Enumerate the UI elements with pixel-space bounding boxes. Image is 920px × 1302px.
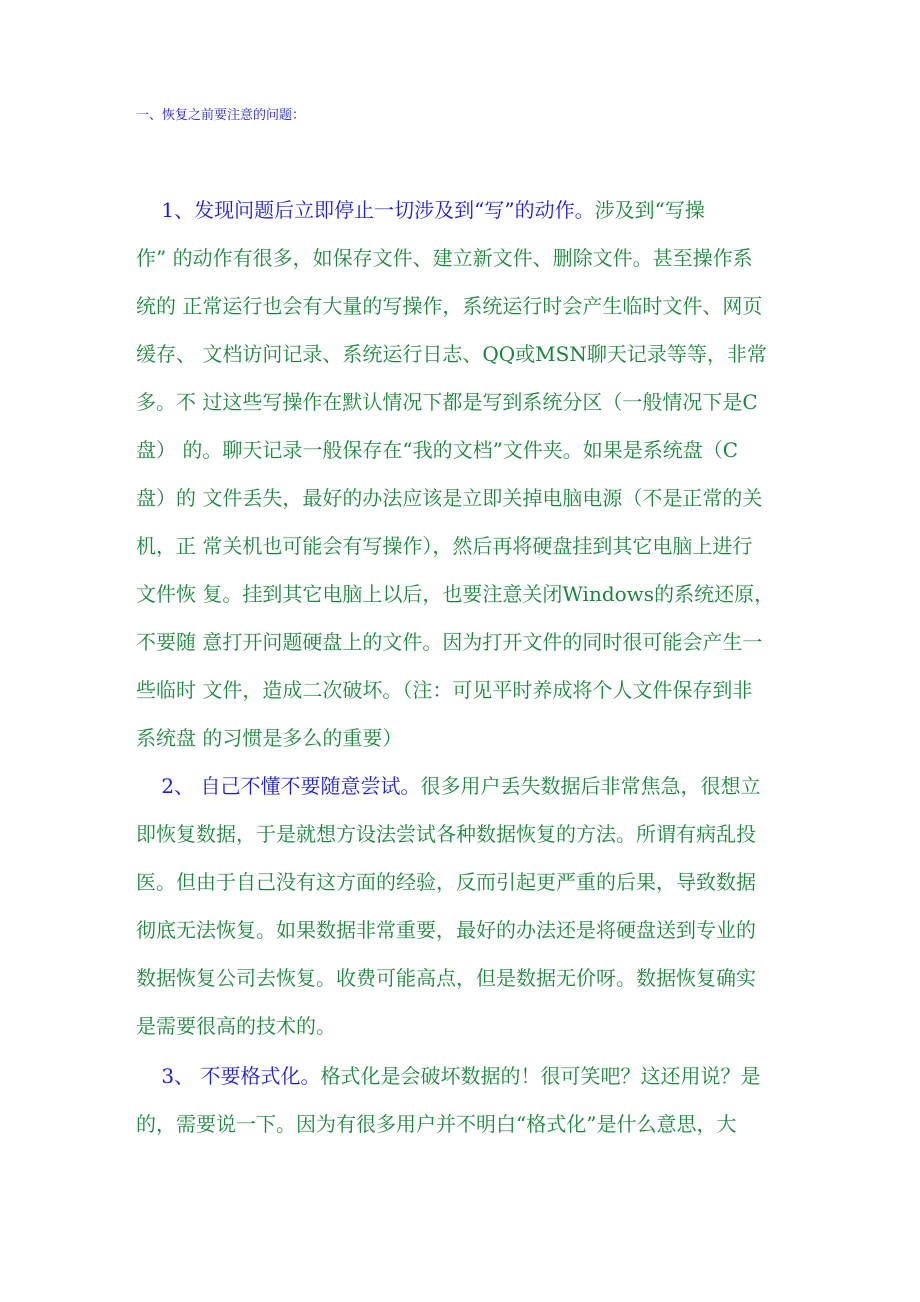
line-text: 作” 的动作有很多，如保存文件、建立新文件、删除文件。甚至操作系: [136, 246, 753, 270]
item-1-title: 1、发现问题后立即停止一切涉及到“写”的动作。: [136, 198, 595, 222]
paragraph-line: [136, 773, 761, 799]
item-2-title: 2、 自己不懂不要随意尝试。: [136, 774, 421, 798]
line-text: 格式化是会破坏数据的！很可笑吧？这还用说？是: [320, 1064, 761, 1088]
paragraph-line: [136, 629, 762, 655]
line-text: 机，正 常关机也可能会有写操作），然后再将硬盘挂到其它电脑上进行: [136, 534, 753, 558]
paragraph-line: [136, 341, 767, 367]
paragraph-line: [136, 389, 758, 415]
item-3-title: 3、 不要格式化。: [136, 1064, 321, 1088]
paragraph-line: [136, 1063, 761, 1089]
line-text: 医。但由于自己没有这方面的经验，反而引起更严重的后果，导致数据: [136, 870, 756, 894]
paragraph-line: [136, 821, 756, 847]
line-text: 多。不 过这些写操作在默认情况下都是写到系统分区（一般情况下是C: [136, 390, 758, 414]
paragraph-line: [136, 581, 774, 607]
paragraph-line: [136, 437, 738, 463]
paragraph-line: [136, 197, 705, 223]
section-heading: 一、恢复之前要注意的问题：: [136, 108, 306, 123]
paragraph-line: [136, 869, 756, 895]
line-text: 彻底无法恢复。如果数据非常重要，最好的办法还是将硬盘送到专业的: [136, 918, 756, 942]
line-text: 统的 正常运行也会有大量的写操作，系统运行时会产生临时文件、网页: [136, 294, 763, 318]
paragraph-line: [136, 1111, 736, 1137]
line-text: 不要随 意打开问题硬盘上的文件。因为打开文件的同时很可能会产生一: [136, 630, 763, 654]
line-text: 涉及到“写操: [594, 198, 705, 222]
paragraph-line: [136, 917, 756, 943]
paragraph-line: [136, 677, 752, 703]
paragraph-line: [136, 293, 762, 319]
line-text: 盘）的 文件丢失，最好的办法应该是立即关掉电脑电源（不是正常的关: [136, 486, 763, 510]
paragraph-line: [136, 485, 762, 511]
line-text: 缓存、 文档访问记录、系统运行日志、QQ或MSN聊天记录等等，非常: [136, 342, 767, 366]
line-text: 文件恢 复。挂到其它电脑上以后，也要注意关闭Windows的系统还原，: [136, 582, 775, 606]
paragraph-line: [136, 245, 753, 271]
line-text: 系统盘 的习惯是多么的重要）: [136, 726, 403, 750]
paragraph-line: [136, 725, 402, 751]
line-text: 数据恢复公司去恢复。收费可能高点，但是数据无价呀。数据恢复确实: [136, 966, 756, 990]
line-text: 是需要很高的技术的。: [136, 1014, 336, 1038]
line-text: 盘） 的。聊天记录一般保存在“我的文档”文件夹。如果是系统盘（C: [136, 438, 739, 462]
paragraph-line: [136, 965, 756, 991]
paragraph-line: [136, 1013, 336, 1039]
paragraph-line: [136, 533, 752, 559]
line-text: 些临时 文件，造成二次破坏。（注：可见平时养成将个人文件保存到非: [136, 678, 753, 702]
line-text: 即恢复数据，于是就想方设法尝试各种数据恢复的方法。所谓有病乱投: [136, 822, 756, 846]
line-text: 很多用户丢失数据后非常焦急，很想立: [420, 774, 761, 798]
line-text: 的，需要说一下。因为有很多用户并不明白“格式化”是什么意思，大: [136, 1112, 737, 1136]
